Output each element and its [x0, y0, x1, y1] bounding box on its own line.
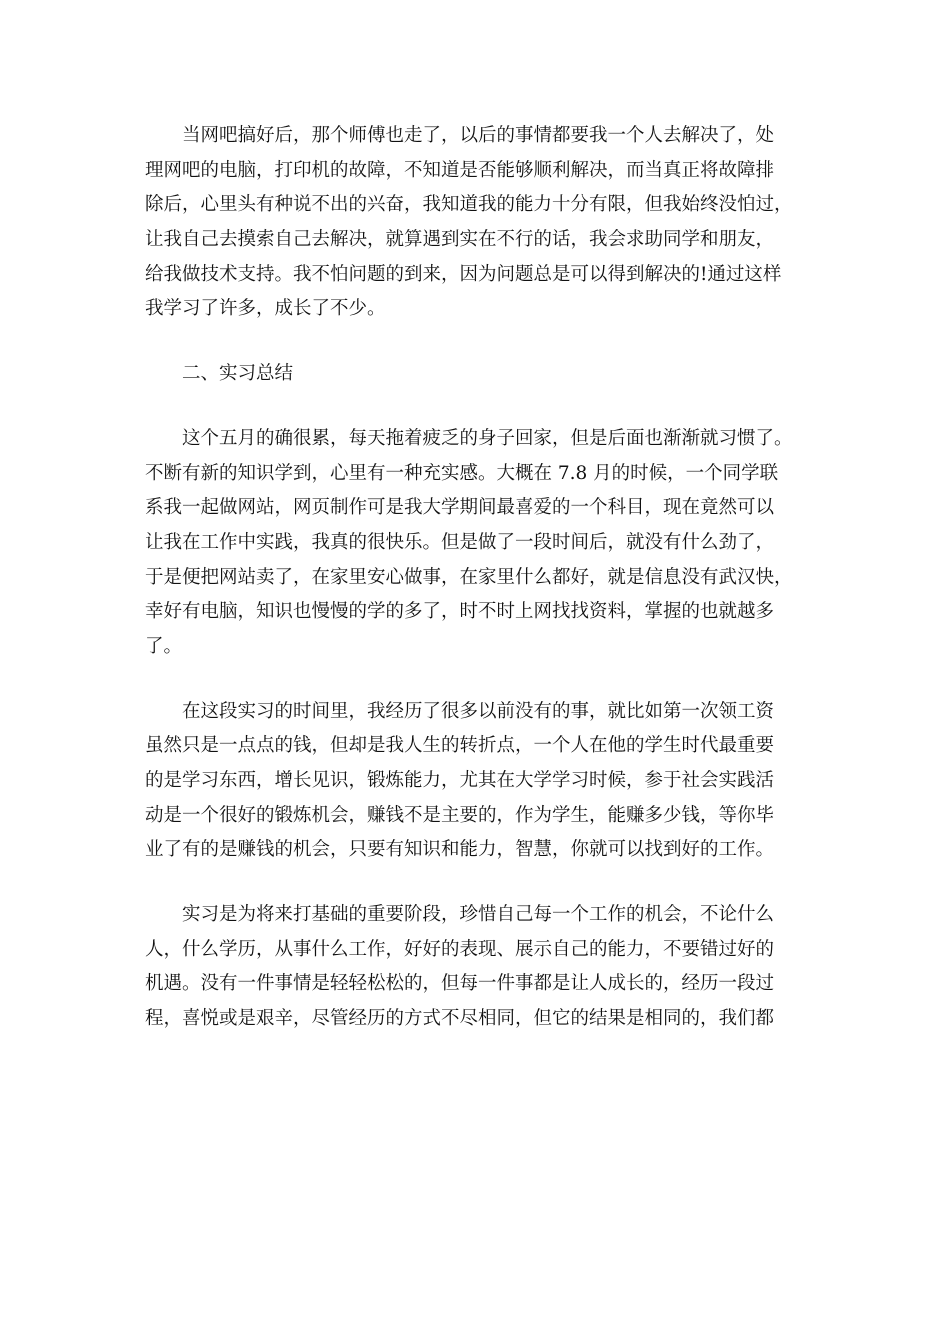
paragraph-line: 让我在工作中实践，我真的很快乐。但是做了一段时间后，就没有什么劲了， — [145, 531, 775, 553]
paragraph-line: 业了有的是赚钱的机会，只要有知识和能力，智慧，你就可以找到好的工作。 — [145, 839, 775, 861]
paragraph-foundation — [145, 898, 807, 1037]
paragraph-network-cafe — [145, 119, 807, 327]
section-heading: 二、实习总结 — [182, 363, 294, 385]
paragraph-line: 动是一个很好的锻炼机会，赚钱不是主要的，作为学生，能赚多少钱，等你毕 — [145, 804, 775, 826]
paragraph-line: 这个五月的确很累，每天拖着疲乏的身子回家，但是后面也渐渐就习惯了。 — [182, 427, 793, 449]
paragraph-line: 幸好有电脑，知识也慢慢的学的多了，时不时上网找找资料，掌握的也就越多 — [145, 601, 775, 623]
paragraph-line: 的是学习东西，增长见识，锻炼能力，尤其在大学学习时候，参于社会实践活 — [145, 770, 775, 791]
paragraph-line: 于是便把网站卖了，在家里安心做事，在家里什么都好，就是信息没有武汉快， — [145, 566, 793, 588]
paragraph-spacer — [145, 868, 807, 898]
paragraph-line: 给我做技术支持。我不怕问题的到来，因为问题总是可以得到解决的!通过这样 — [145, 263, 782, 285]
paragraph-line: 让我自己去摸索自己去解决，就算遇到实在不行的话，我会求助同学和朋友， — [145, 229, 775, 251]
paragraph-line: 除后，心里头有种说不出的兴奋，我知道我的能力十分有限，但我始终没怕过， — [145, 194, 793, 216]
paragraph-line: 了。 — [145, 635, 183, 657]
paragraph-line: 不断有新的知识学到，心里有一种充实感。大概在 7.8 月的时候，一个同学联 — [145, 462, 779, 484]
paragraph-line: 程，喜悦或是艰辛，尽管经历的方式不尽相同，但它的结果是相同的，我们都 — [145, 1008, 775, 1030]
paragraph-line: 虽然只是一点点的钱，但却是我人生的转折点，一个人在他的学生时代最重要 — [145, 735, 775, 757]
paragraph-line: 机遇。没有一件事情是轻轻松松的，但每一件事都是让人成长的，经历一段过 — [145, 973, 775, 995]
paragraph-line: 系我一起做网站，网页制作可是我大学期间最喜爱的一个科目，现在竟然可以 — [145, 497, 775, 519]
paragraph-internship-time — [145, 695, 807, 868]
paragraph-line: 人，什么学历，从事什么工作，好好的表现、展示自己的能力，不要错过好的 — [145, 938, 775, 960]
paragraph-line: 我学习了许多，成长了不少。 — [145, 298, 386, 320]
paragraph-may — [145, 422, 807, 665]
paragraph-line: 实习是为将来打基础的重要阶段，珍惜自己每一个工作的机会，不论什么 — [182, 904, 775, 926]
document-body — [145, 119, 807, 1037]
paragraph-spacer — [145, 665, 807, 695]
paragraph-line: 在这段实习的时间里，我经历了很多以前没有的事，就比如第一次领工资 — [182, 700, 775, 722]
paragraph-line: 理网吧的电脑，打印机的故障，不知道是否能够顺利解决，而当真正将故障排 — [145, 159, 775, 181]
paragraph-line: 当网吧搞好后，那个师傅也走了，以后的事情都要我一个人去解决了，处 — [182, 125, 775, 146]
